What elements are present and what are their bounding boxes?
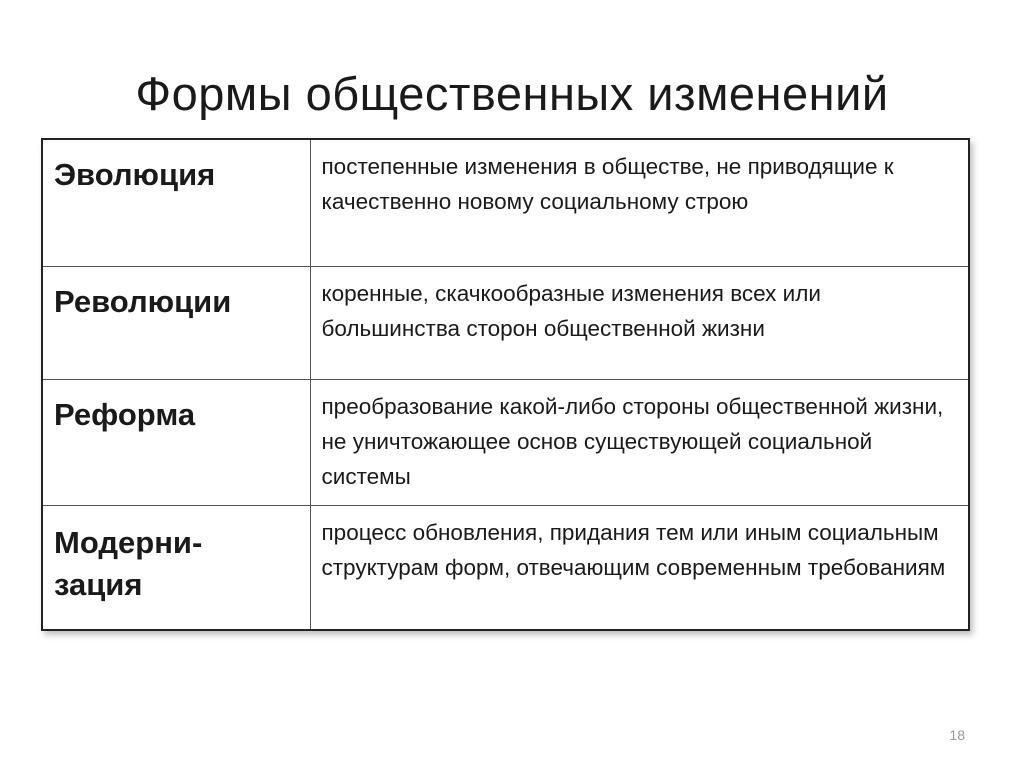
term-cell: Революции bbox=[42, 266, 310, 379]
table-row-reform bbox=[42, 379, 969, 505]
definition-cell: постепенные изменения в обществе, не приводящие к качественно новому социальному строю bbox=[310, 139, 969, 266]
term-cell bbox=[42, 505, 310, 630]
term-line: зация bbox=[54, 566, 143, 602]
definition-cell: коренные, скачкообразные изменения всех или большинства сторон общественной жизни bbox=[310, 266, 969, 379]
definition-cell: процесс обновления, придания тем или иным социальным структурам форм, отвечающим современным требованиям bbox=[310, 505, 969, 630]
table-row-modernization bbox=[42, 505, 969, 630]
term-cell: Эволюция bbox=[42, 139, 310, 266]
term-line: Модерни- bbox=[54, 524, 203, 560]
page-number: 18 bbox=[949, 727, 965, 743]
slide-title: Формы общественных изменений bbox=[135, 67, 889, 120]
term-cell: Реформа bbox=[42, 379, 310, 505]
definition-cell: преобразование какой-либо стороны общественной жизни, не уничтожающее основ существующей социальной системы bbox=[310, 379, 969, 505]
table-row-evolution bbox=[42, 139, 969, 266]
table-row-revolution bbox=[42, 266, 969, 379]
forms-table bbox=[41, 138, 970, 631]
